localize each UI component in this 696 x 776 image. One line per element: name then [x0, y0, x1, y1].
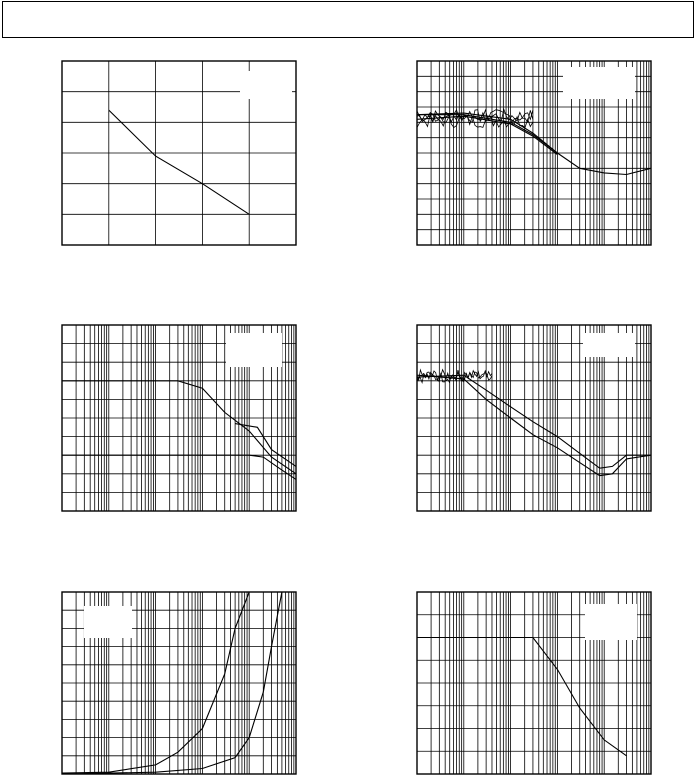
chart-3-series-2-line	[235, 424, 296, 467]
chart-panel-2	[413, 57, 653, 247]
chart-5-svg	[58, 588, 298, 776]
chart-panel-6	[413, 588, 653, 776]
chart-5-legend	[84, 606, 132, 638]
chart-2-legend	[563, 67, 635, 99]
chart-3-series-1-line	[62, 381, 296, 474]
chart-panel-5	[58, 588, 298, 776]
chart-6-series-1-line	[417, 638, 627, 756]
chart-panel-4	[413, 321, 653, 513]
chart-4-series-2-line	[417, 375, 651, 476]
chart-1-series-1-line	[109, 110, 249, 214]
chart-2-svg	[413, 57, 653, 247]
chart-4-svg	[413, 321, 653, 513]
chart-2-series-1-line	[417, 115, 651, 175]
chart-panel-1	[58, 57, 298, 247]
chart-6-svg	[413, 588, 653, 776]
chart-3-series-3-line	[62, 455, 296, 479]
chart-3-svg	[58, 321, 298, 513]
chart-4-legend	[583, 333, 635, 357]
chart-1-svg	[58, 57, 298, 247]
chart-panel-3	[58, 321, 298, 513]
chart-4-series-1-line	[417, 375, 651, 468]
chart-1-legend	[240, 71, 292, 99]
chart-3-legend	[226, 333, 282, 367]
chart-6-legend	[585, 604, 637, 640]
header-bar	[2, 1, 694, 38]
